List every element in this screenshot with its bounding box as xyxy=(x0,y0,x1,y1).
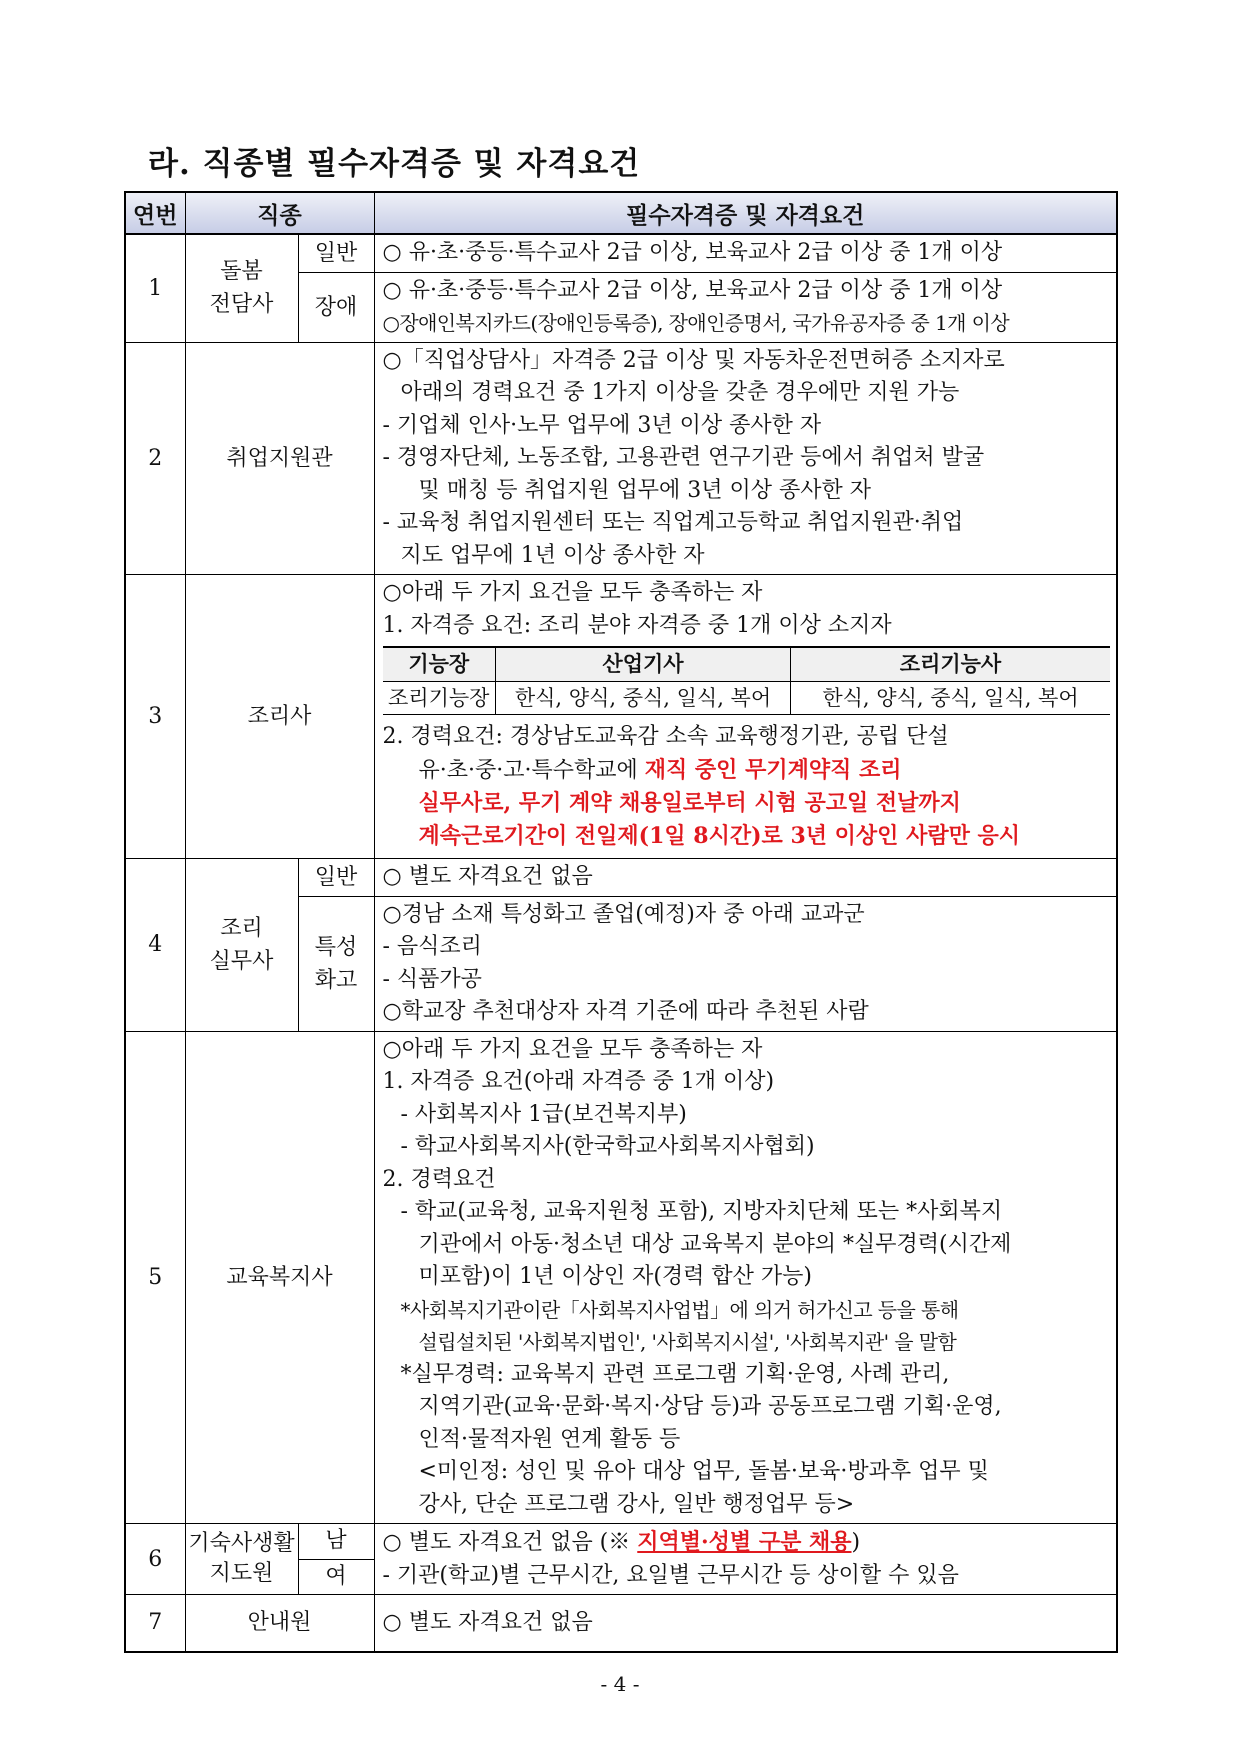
requirement-line: ○ 유·초·중등·특수교사 2급 이상, 보육교사 2급 이상 중 1개 이상 xyxy=(382,277,1003,303)
requirements-cell xyxy=(374,575,1117,859)
header-requirements: 필수자격증 및 자격요건 xyxy=(374,192,1117,234)
subtable-cell: 한식, 양식, 중식, 일식, 복어 xyxy=(496,681,791,715)
highlight-text: 지역별·성별 구분 채용 xyxy=(637,1529,852,1555)
table-row xyxy=(125,1524,1117,1560)
requirement-line: ○「직업상담사」자격증 2급 이상 및 자동차운전면허증 소지자로 xyxy=(382,347,1005,373)
requirement-line: ○경남 소재 특성화고 졸업(예정)자 중 아래 교과군 xyxy=(382,901,865,927)
requirement-line: - 음식조리 xyxy=(382,934,482,959)
requirement-line: ○ 유·초·중등·특수교사 2급 이상, 보육교사 2급 이상 중 1개 이상 xyxy=(382,240,1003,265)
requirement-line: *실무경력: 교육복지 관련 프로그램 기획·운영, 사례 관리, xyxy=(400,1361,950,1387)
requirement-line: 인적·물적자원 연계 활동 등 xyxy=(418,1426,681,1452)
requirement-line: - 사회복지사 1급(보건복지부) xyxy=(400,1101,687,1127)
requirement-line: 기관에서 아동·청소년 대상 교육복지 분야의 *실무경력(시간제 xyxy=(418,1231,1012,1257)
subtable-header: 조리기능사 xyxy=(791,647,1111,681)
requirements-cell xyxy=(374,859,1117,897)
requirement-line: <미인정: 성인 및 유아 대상 업무, 돌봄·보육·방과후 업무 및 xyxy=(418,1459,989,1484)
job-name: 교육복지사 xyxy=(185,1031,374,1524)
requirements-cell xyxy=(374,1524,1117,1595)
requirement-line: 지역기관(교육·문화·복지·상담 등)과 공동프로그램 기획·운영, xyxy=(418,1394,1002,1419)
requirement-line: 미포함)이 1년 이상인 자(경력 합산 가능) xyxy=(418,1264,812,1289)
row-number: 7 xyxy=(125,1595,185,1652)
requirement-line: 2. 경력요건 xyxy=(382,1166,496,1192)
page-title: 라. 직종별 필수자격증 및 자격요건 xyxy=(148,146,641,182)
requirements-cell xyxy=(374,234,1117,272)
job-name: 돌봄 전담사 xyxy=(185,234,298,342)
requirement-line: ○ 별도 자격요건 없음 (※ 지역별·성별 구분 채용) xyxy=(382,1529,861,1555)
subtable-header: 기능장 xyxy=(383,647,496,681)
requirement-line: 설립설치된 '사회복지법인', '사회복지시설', '사회복지관' 을 말함 xyxy=(418,1330,957,1354)
sub-type: 여 xyxy=(298,1559,374,1595)
requirement-line: ○ 별도 자격요건 없음 xyxy=(382,864,593,889)
requirements-cell xyxy=(374,896,1117,1031)
sub-type: 남 xyxy=(298,1524,374,1560)
row-number: 5 xyxy=(125,1031,185,1524)
requirement-line: - 식품가공 xyxy=(382,966,482,992)
row-number: 6 xyxy=(125,1524,185,1595)
highlight-text: 실무사로, 무기 계약 채용일로부터 시험 공고일 전날까지 xyxy=(418,790,961,816)
job-name: 조리사 xyxy=(185,575,374,859)
header-no: 연번 xyxy=(125,192,185,234)
requirement-line: ○학교장 추천대상자 자격 기준에 따라 추천된 사람 xyxy=(382,999,869,1024)
highlight-text: 계속근로기간이 전일제(1일 8시간)로 3년 이상인 사람만 응시 xyxy=(418,822,1020,849)
requirement-line: ○장애인복지카드(장애인등록증), 장애인증명서, 국가유공자증 중 1개 이상 xyxy=(382,311,1010,335)
requirements-cell xyxy=(374,342,1117,575)
requirements-cell xyxy=(374,272,1117,342)
job-name: 안내원 xyxy=(185,1595,374,1652)
requirement-line: 아래의 경력요건 중 1가지 이상을 갖춘 경우에만 지원 가능 xyxy=(400,380,960,405)
table-row xyxy=(125,342,1117,575)
table-row xyxy=(125,1031,1117,1524)
row-number: 1 xyxy=(125,234,185,342)
requirement-line: ○아래 두 가지 요건을 모두 충족하는 자 xyxy=(382,580,763,605)
requirement-line: 지도 업무에 1년 이상 종사한 자 xyxy=(400,542,705,568)
job-name: 기숙사생활 지도원 xyxy=(185,1524,298,1595)
page-number: - 4 - xyxy=(600,1672,640,1696)
requirement-line: 2. 경력요건: 경상남도교육감 소속 교육행정기관, 공립 단설 xyxy=(382,724,949,749)
requirement-line: - 경영자단체, 노동조합, 고용관련 연구기관 등에서 취업처 발굴 xyxy=(382,445,985,470)
subtable-cell: 한식, 양식, 중식, 일식, 복어 xyxy=(791,681,1111,715)
requirement-line: ○아래 두 가지 요건을 모두 충족하는 자 xyxy=(382,1036,763,1062)
requirements-cell xyxy=(374,1031,1117,1524)
certificate-subtable xyxy=(383,646,1111,715)
subtable-header: 산업기사 xyxy=(496,647,791,681)
requirement-line: - 교육청 취업지원센터 또는 직업계고등학교 취업지원관·취업 xyxy=(382,510,964,535)
subtable-header-row xyxy=(383,647,1111,681)
requirement-line: 및 매칭 등 취업지원 업무에 3년 이상 종사한 자 xyxy=(418,477,871,503)
header-job: 직종 xyxy=(185,192,374,234)
table-row xyxy=(125,575,1117,859)
row-number: 2 xyxy=(125,342,185,575)
row-number: 4 xyxy=(125,859,185,1032)
requirement-line: - 학교사회복지사(한국학교사회복지사협회) xyxy=(400,1134,815,1159)
sub-type: 특성 화고 xyxy=(298,896,374,1031)
table-row xyxy=(125,859,1117,897)
row-number: 3 xyxy=(125,575,185,859)
sub-type: 장애 xyxy=(298,272,374,342)
requirement-line: - 기업체 인사·노무 업무에 3년 이상 종사한 자 xyxy=(382,412,822,438)
table-row xyxy=(125,234,1117,272)
requirement-line: 유·초·중·고·특수학교에 재직 중인 무기계약직 조리 xyxy=(418,756,902,783)
job-name: 조리 실무사 xyxy=(185,859,298,1032)
requirement-line: 1. 자격증 요건: 조리 분야 자격증 중 1개 이상 소지자 xyxy=(382,612,892,638)
sub-type: 일반 xyxy=(298,859,374,897)
requirements-table xyxy=(124,191,1118,1653)
subtable-row xyxy=(383,681,1111,715)
requirement-line: - 학교(교육청, 교육지원청 포함), 지방자치단체 또는 *사회복지 xyxy=(400,1199,1003,1224)
requirement-line: *사회복지기관이란「사회복지사업법」에 의거 허가신고 등을 통해 xyxy=(400,1297,959,1322)
requirements-cell xyxy=(374,1595,1117,1652)
requirement-line: ○ 별도 자격요건 없음 xyxy=(382,1609,593,1635)
job-name: 취업지원관 xyxy=(185,342,374,575)
subtable-cell: 조리기능장 xyxy=(383,681,496,715)
requirement-line: - 기관(학교)별 근무시간, 요일별 근무시간 등 상이할 수 있음 xyxy=(382,1562,959,1588)
header-row xyxy=(125,192,1117,234)
sub-type: 일반 xyxy=(298,234,374,272)
requirement-line: 강사, 단순 프로그램 강사, 일반 행정업무 등> xyxy=(418,1491,855,1517)
requirement-line: 1. 자격증 요건(아래 자격증 중 1개 이상) xyxy=(382,1069,775,1094)
highlight-text: 재직 중인 무기계약직 조리 xyxy=(644,756,902,783)
table-row xyxy=(125,1595,1117,1652)
